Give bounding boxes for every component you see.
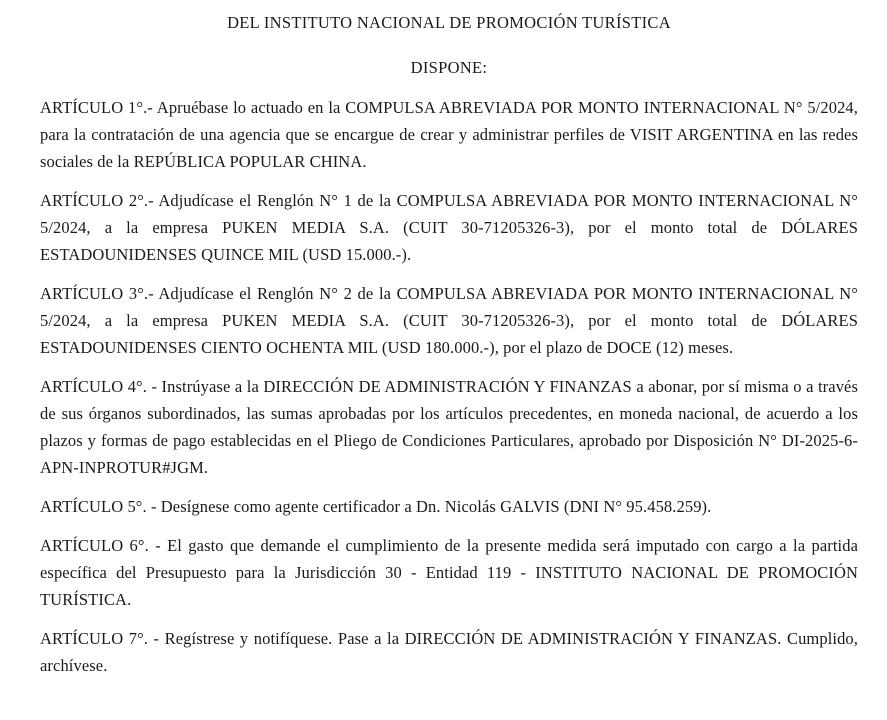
article-2-paragraph: ARTÍCULO 2°.- Adjudícase el Renglón N° 1 de la COMPULSA ABREVIADA POR MONTO INTERNACIONAL N° 5/2024, a la empresa PUKEN MEDIA S.A. (CUIT 30-71205326-3), por el monto total de DÓLARES ESTADOUNIDENSES QUINCE MIL (USD 15.000.-). [40,191,858,264]
article-4-paragraph: ARTÍCULO 4°. - Instrúyase a la DIRECCIÓN DE ADMINISTRACIÓN Y FINANZAS a abonar, por sí misma o a través de sus órganos subordinados, las sumas aprobadas por los artículos precedentes, en moneda nacional, de acuerdo a los plazos y formas de pago establecidas en el Pliego de Condiciones Particulares, aprobado por Disposición N° DI-2025-6-APN-INPROTUR#JGM. [40,377,858,477]
article-3-paragraph: ARTÍCULO 3°.- Adjudícase el Renglón N° 2 de la COMPULSA ABREVIADA POR MONTO INTERNACIONAL N° 5/2024, a la empresa PUKEN MEDIA S.A. (CUIT 30-71205326-3), por el monto total de DÓLARES ESTADOUNIDENSES CIENTO OCHENTA MIL (USD 180.000.-), por el plazo de DOCE (12) meses. [40,284,858,357]
dispone-heading: DISPONE: [410,58,488,77]
document-title: DEL INSTITUTO NACIONAL DE PROMOCIÓN TURÍSTICA [227,13,671,32]
article-6-paragraph: ARTÍCULO 6°. - El gasto que demande el cumplimiento de la presente medida será imputado con cargo a la partida específica del Presupuesto para la Jurisdicción 30 - Entidad 119 - INSTITUTO NACIONAL DE PROMOCIÓN TURÍSTICA. [40,536,858,609]
article-1-paragraph: ARTÍCULO 1°.- Apruébase lo actuado en la COMPULSA ABREVIADA POR MONTO INTERNACIONAL N° 5/2024, para la contratación de una agencia que se encargue de crear y administrar perfiles de VISIT ARGENTINA en las redes sociales de la REPÚBLICA POPULAR CHINA. [40,98,858,171]
article-7-paragraph: ARTÍCULO 7°. - Regístrese y notifíquese. Pase a la DIRECCIÓN DE ADMINISTRACIÓN Y FINANZAS. Cumplido, archívese. [40,629,858,675]
article-5-paragraph: ARTÍCULO 5°. - Desígnese como agente certificador a Dn. Nicolás GALVIS (DNI N° 95.458.259). [40,497,712,516]
